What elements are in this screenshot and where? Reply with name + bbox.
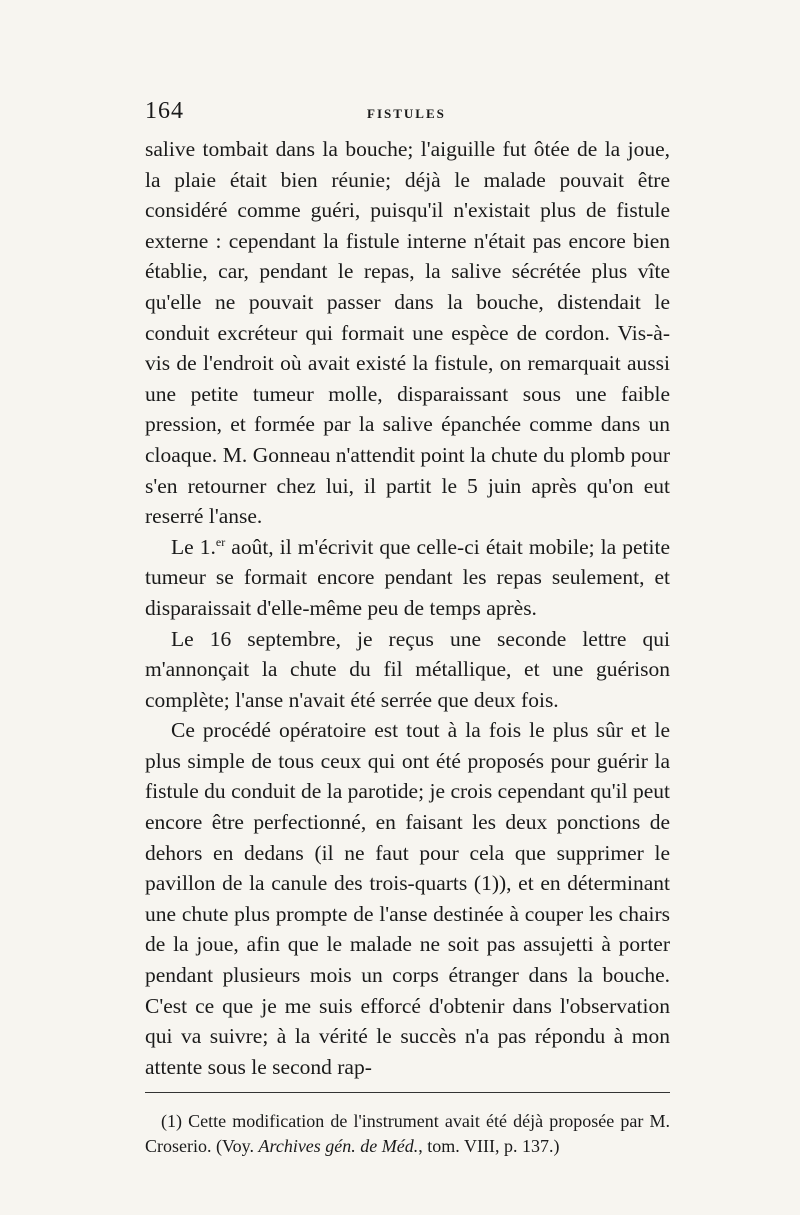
paragraph-4: Ce procédé opératoire est tout à la fois le plus sûr et le plus simple de tous ceux qui ont été proposés pour guérir la fistule du conduit de la parotide; je crois cependant qu'il peut encore être perfectionné, en faisant les deux ponctions de dehors en dedans (il ne faut pour cela que supprimer le pavillon de la canule des trois-quarts (1)), et en déterminant une chute plus prompte de l'anse destinée à couper les chairs de la joue, afin que le malade ne soit pas assujetti à porter pendant plusieurs mois un corps étranger dans la bouche. C'est ce que je me suis efforcé d'obtenir dans l'observation qui va suivre; à la vérité le succès n'a pas répondu à mon attente sous le second rap- [145, 718, 670, 1079]
page-number: 164 [145, 98, 184, 124]
body-text [145, 134, 670, 1082]
footnote-text-before: (1) Cette modification de l'instrument avait été déjà proposée par M. Croserio. (Voy. [145, 1111, 670, 1157]
page-header [145, 98, 670, 134]
paragraph-2 [145, 532, 670, 624]
footnote-text [145, 1109, 670, 1159]
superscript-er: er [215, 534, 226, 549]
footnote-rule [145, 1092, 670, 1093]
footnote-text-after: , tom. VIII, p. 137.) [418, 1136, 560, 1157]
footnote [145, 1109, 670, 1159]
paragraph-3: Le 16 septembre, je reçus une seconde lettre qui m'annonçait la chute du fil métallique, et une guérison complète; l'anse n'avait été serrée que deux fois. [145, 626, 670, 712]
paragraph-2-start: Le 1. [171, 534, 216, 559]
paragraph-2-rest: août, il m'écrivit que celle-ci était mobile; la petite tumeur se formait encore pendant les repas seulement, et disparaissait d'elle-même peu de temps après. [145, 534, 671, 620]
running-head: FISTULES [367, 106, 446, 121]
book-page [145, 98, 670, 1159]
paragraph-1: salive tombait dans la bouche; l'aiguille fut ôtée de la joue, la plaie était bien réunie; déjà le malade pouvait être considéré comme guéri, puisqu'il n'existait plus de fistule externe : cependant la fistule interne n'était pas encore bien établie, car, pendant le repas, la salive sécrétée plus vîte qu'elle ne pouvait passer dans la bouche, distendait le conduit excréteur qui formait une espèce de cordon. Vis-à-vis de l'endroit où avait existé la fistule, on remarquait aussi une petite tumeur molle, disparaissant sous une faible pression, et formée par la salive épanchée comme dans un cloaque. M. Gonneau n'attendit point la chute du plomb pour s'en retourner chez lui, il partit le 5 juin après qu'on eut reserré l'anse. [145, 137, 670, 529]
footnote-citation: Archives gén. de Méd. [258, 1136, 419, 1157]
